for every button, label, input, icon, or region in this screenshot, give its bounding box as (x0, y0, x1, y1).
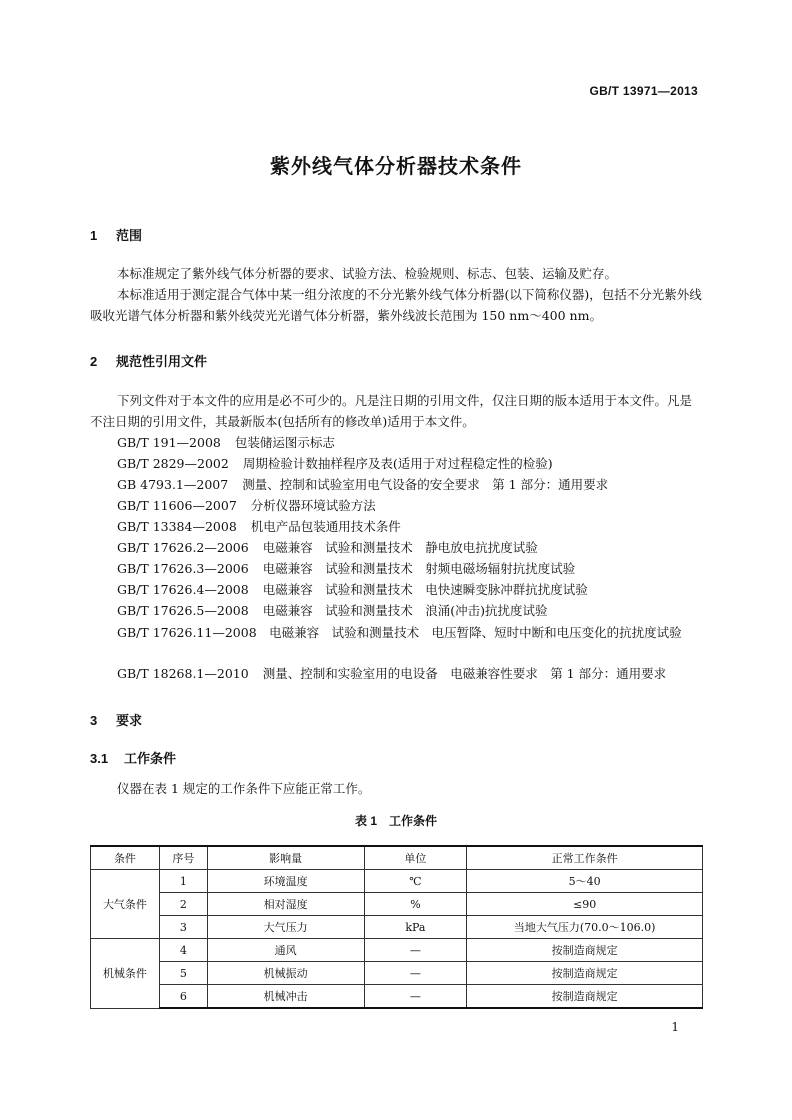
section-1-heading (90, 225, 142, 244)
section-number: 1 (90, 228, 98, 243)
table-cell: 机械冲击 (207, 985, 364, 1009)
table-cell: 机械振动 (207, 962, 364, 985)
table-row (91, 893, 703, 916)
reference-title: 机电产品包装通用技术条件 (250, 519, 401, 534)
reference-title: 分析仪器环境试验方法 (250, 498, 376, 513)
section-2-heading (90, 351, 207, 370)
subsection-number: 3.1 (90, 751, 109, 766)
table-cell: 1 (159, 870, 207, 893)
group-cell: 大气条件 (91, 870, 160, 939)
reference-title: 电磁兼容 试验和测量技术 静电放电抗扰度试验 (262, 540, 538, 555)
table-row (91, 962, 703, 985)
reference-item (117, 475, 608, 493)
reference-title: 电磁兼容 试验和测量技术 电快速瞬变脉冲群抗扰度试验 (262, 582, 588, 597)
table-cell: 4 (159, 939, 207, 962)
reference-item-long: GB/T 17626.11—2008 电磁兼容 试验和测量技术 电压暂降、短时中断和电压变化的抗扰度试验 (117, 625, 682, 640)
header-cell: 正常工作条件 (467, 846, 703, 870)
reference-title: 周期检验计数抽样程序及表(适用于对过程稳定性的检验) (242, 456, 553, 471)
reference-title: 电磁兼容 试验和测量技术 浪涌(冲击)抗扰度试验 (262, 603, 548, 618)
reference-code: GB/T 11606—2007 (117, 498, 237, 513)
table-row (91, 939, 703, 962)
table-caption: 表 1 工作条件 (354, 814, 437, 828)
table-cell: kPa (364, 916, 467, 939)
header-cell: 序号 (159, 846, 207, 870)
reference-title: 包装储运图示标志 (234, 435, 335, 450)
table-cell: ≤90 (467, 893, 703, 916)
reference-code: GB/T 191—2008 (117, 435, 221, 450)
reference-title: 测量、控制和试验室用电气设备的安全要求 第 1 部分：通用要求 (242, 477, 609, 492)
table-cell: 通风 (207, 939, 364, 962)
document-title: 紫外线气体分析器技术条件 (270, 156, 522, 178)
reference-title: 测量、控制和实验室用的电设备 电磁兼容性要求 第 1 部分：通用要求 (262, 666, 667, 681)
table-cell: — (364, 939, 467, 962)
section-2-intro: 下列文件对于本文件的应用是必不可少的。凡是注日期的引用文件，仅注日期的版本适用于本文件。凡是不注日期的引用文件，其最新版本(包括所有的修改单)适用于本文件。 (90, 393, 693, 429)
header-cell: 单位 (364, 846, 467, 870)
table-cell: 相对湿度 (207, 893, 364, 916)
table-cell: % (364, 893, 467, 916)
section-title: 范围 (116, 228, 143, 243)
section-1-paragraph-1: 本标准规定了紫外线气体分析器的要求、试验方法、检验规则、标志、包装、运输及贮存。 (117, 266, 618, 281)
header-cell: 条件 (91, 846, 160, 870)
reference-item (117, 496, 376, 514)
table-cell: 按制造商规定 (467, 962, 703, 985)
section-1-paragraph-2: 本标准适用于测定混合气体中某一组分浓度的不分光紫外线气体分析器(以下简称仪器)，包括不分光紫外线吸收光谱气体分析器和紫外线荧光光谱气体分析器，紫外线波长范围为 150 nm～400 nm。 (90, 287, 702, 323)
standard-code: GB/T 13971—2013 (589, 84, 698, 98)
table-cell: 按制造商规定 (467, 939, 703, 962)
page-number: 1 (671, 1020, 679, 1034)
table-cell: 6 (159, 985, 207, 1009)
section-title: 规范性引用文件 (116, 354, 208, 369)
reference-code: GB/T 18268.1—2010 (117, 666, 249, 681)
table-cell: 5 (159, 962, 207, 985)
table-cell: — (364, 962, 467, 985)
table-cell: ℃ (364, 870, 467, 893)
reference-item (117, 664, 666, 682)
section-number: 3 (90, 713, 98, 728)
reference-code: GB/T 17626.5—2008 (117, 603, 249, 618)
reference-title: 电磁兼容 试验和测量技术 射频电磁场辐射抗扰度试验 (262, 561, 576, 576)
table-cell: 环境温度 (207, 870, 364, 893)
group-cell: 机械条件 (91, 939, 160, 1009)
subsection-title: 工作条件 (124, 751, 177, 766)
table-row (91, 870, 703, 893)
table-header-row (91, 846, 703, 870)
table-cell: 按制造商规定 (467, 985, 703, 1009)
reference-item (117, 559, 575, 577)
reference-item (117, 454, 553, 472)
reference-item (117, 538, 538, 556)
table-cell: 3 (159, 916, 207, 939)
table-cell: 当地大气压力(70.0～106.0) (467, 916, 703, 939)
table-row (91, 916, 703, 939)
section-3-heading (90, 710, 142, 729)
reference-code: GB/T 17626.4—2008 (117, 582, 249, 597)
reference-item (117, 601, 547, 619)
table-row (91, 985, 703, 1009)
working-conditions-table (90, 845, 703, 1009)
subsection-3-1-heading (90, 748, 176, 767)
reference-item (117, 580, 588, 598)
reference-code: GB/T 13384—2008 (117, 519, 237, 534)
reference-code: GB 4793.1—2007 (117, 477, 229, 492)
subsection-3-1-text: 仪器在表 1 规定的工作条件下应能正常工作。 (117, 781, 371, 796)
reference-code: GB/T 17626.2—2006 (117, 540, 249, 555)
table-cell: 5～40 (467, 870, 703, 893)
table-cell: — (364, 985, 467, 1009)
reference-item (117, 517, 401, 535)
reference-code: GB/T 2829—2002 (117, 456, 229, 471)
section-number: 2 (90, 354, 98, 369)
section-title: 要求 (116, 713, 143, 728)
reference-item (117, 433, 335, 451)
reference-code: GB/T 17626.3—2006 (117, 561, 249, 576)
table-cell: 大气压力 (207, 916, 364, 939)
header-cell: 影响量 (207, 846, 364, 870)
table-cell: 2 (159, 893, 207, 916)
